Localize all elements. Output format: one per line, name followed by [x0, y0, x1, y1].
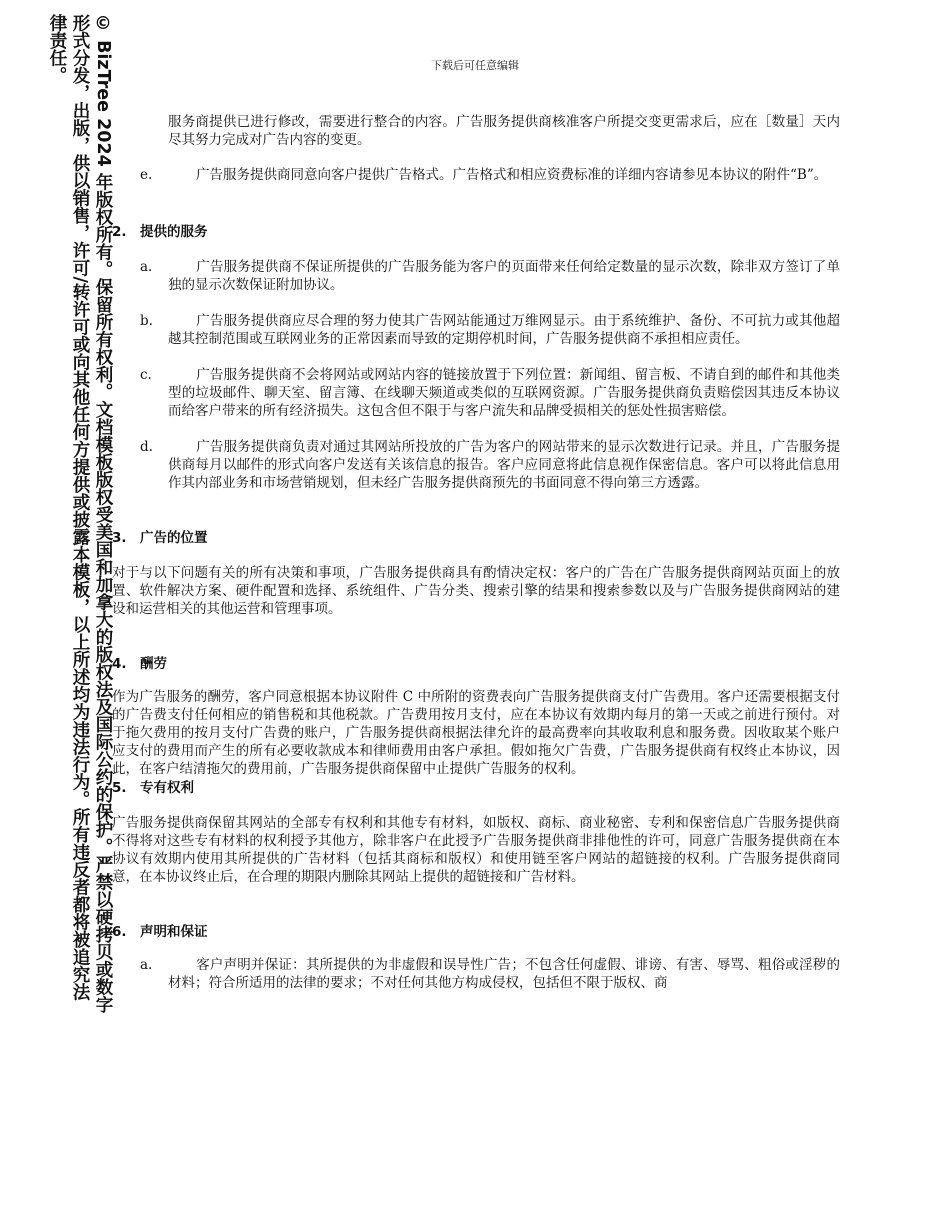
continuation-paragraph [112, 113, 840, 149]
header-note: 下载后可任意编辑 [431, 59, 519, 72]
section-number: 4. [112, 656, 127, 672]
list-item-text: 广告服务提供商同意向客户提供广告格式。广告格式和相应资费标准的详细内容请参见本协议的附件“B”。 [196, 167, 828, 183]
section-paragraph: 作为广告服务的酬劳，客户同意根据本协议附件 C 中所附的资费表向广告服务提供商支付广告费用。客户还需要根据支付的广告费支付任何相应的销售税和其他税款。广告费用按月支付，应在本协议有效期内每月的第一天或之前进行预付。对于拖欠费用的按月支付广告费的账户，广告服务提供商根据法律允许的最高费率向其收取利息和服务费。因收取某个账户应支付的费用而产生的所有必要收款成本和律师费用由客户承担。假如拖欠广告费，广告服务提供商有权终止本协议，因此，在客户结清拖欠的费用前，广告服务提供商保留中止提供广告服务的权利。 [112, 689, 840, 777]
list-item-text: 广告服务提供商不会将网站或网站内容的链接放置于下列位置：新闻组、留言板、不请自到的邮件和其他类型的垃圾邮件、聊天室、留言簿、在线聊天频道或类似的互联网资源。广告服务提供商负责赔偿因其违反本协议而给客户带来的所有经济损失。这包含但不限于与客户流失和品牌受损相关的惩处性损害赔偿。 [168, 367, 840, 419]
section-heading-4 [112, 654, 840, 674]
section-heading-5 [112, 778, 840, 798]
section-number: 5. [112, 780, 127, 796]
section-heading-6 [112, 922, 840, 942]
list-marker: b. [140, 313, 153, 329]
list-item [112, 366, 840, 420]
section-number: 2. [112, 224, 127, 240]
section-heading-2 [112, 222, 840, 242]
section-paragraph: 对于与以下问题有关的所有决策和事项，广告服务提供商具有酌情决定权：客户的广告在广告服务提供商网站页面上的放置、软件解决方案、硬件配置和选择、系统组件、广告分类、搜索引擎的结果和搜索参数以及与广告服务提供商网站的建设和运营相关的其他运营和管理事项。 [112, 565, 840, 617]
list-item-text: 广告服务提供商负责对通过其网站所投放的广告为客户的网站带来的显示次数进行记录。并且，广告服务提供商每月以邮件的形式向客户发送有关该信息的报告。客户应同意将此信息视作保密信息。客户可以将此信息用作其内部业务和市场营销规划，但未经广告服务提供商预先的书面同意不得向第三方透露。 [168, 439, 840, 491]
list-item-text: 广告服务提供商不保证所提供的广告服务能为客户的页面带来任何给定数量的显示次数，除非双方签订了单独的显示次数保证附加协议。 [168, 259, 840, 293]
list-item [112, 956, 840, 992]
section-heading-3 [112, 528, 840, 548]
list-item-text: 客户声明并保证：其所提供的为非虚假和误导性广告；不包含任何虚假、诽谤、有害、辱骂、粗俗或淫秽的材料；符合所适用的法律的要求；不对任何其他方构成侵权，包括但不限于版权、商 [168, 957, 840, 991]
section-paragraph: 广告服务提供商保留其网站的全部专有权利和其他专有材料，如版权、商标、商业秘密、专利和保密信息广告服务提供商不得将对这些专有材料的权利授予其他方，除非客户在此授予广告服务提供商非排他性的许可，同意广告服务提供商在本协议有效期内使用其所提供的广告材料（包括其商标和版权）和使用链至客户网站的超链接的权利。广告服务提供商同意，在本协议终止后，在合理的期限内删除其网站上提供的超链接和广告材料。 [112, 815, 840, 885]
list-marker: d. [140, 439, 153, 455]
list-item-text: 广告服务提供商应尽合理的努力使其广告网站能通过万维网显示。由于系统维护、备份、不可抗力或其他超越其控制范围或互联网业务的正常因素而导致的定期停机时间，广告服务提供商不承担相应责任。 [168, 313, 840, 347]
section-number: 3. [112, 530, 127, 546]
section-number: 6. [112, 924, 127, 940]
list-item [112, 258, 840, 294]
list-item [112, 312, 840, 348]
list-marker: a. [140, 957, 153, 973]
section-title: 广告的位置 [140, 530, 208, 546]
list-marker: c. [140, 367, 152, 383]
section-title: 提供的服务 [140, 224, 208, 240]
list-marker: a. [140, 259, 153, 275]
list-marker: e. [140, 167, 153, 183]
section-title: 专有权利 [140, 780, 194, 796]
copyright-watermark: © BizTree 2024 年版权所有。保留所有权利。文档模板版权受美国和加拿大的版权法及国际公约的保护。严禁以硬拷贝或数字形式分发，出版，供以销售，许可/转许可或向其他任何方提供或披露本模板，以上所述均为违法行为。所有违反者都将被追究法律责任。 [47, 14, 113, 1013]
continuation-text: 服务商提供已进行修改，需要进行整合的内容。广告服务提供商核准客户所提交变更需求后，应在［数量］天内尽其努力完成对广告内容的变更。 [168, 114, 840, 148]
section-title: 声明和保证 [140, 924, 208, 940]
document-body [112, 113, 840, 1010]
list-item [112, 438, 840, 492]
section-title: 酬劳 [140, 656, 167, 672]
list-item [112, 166, 840, 184]
